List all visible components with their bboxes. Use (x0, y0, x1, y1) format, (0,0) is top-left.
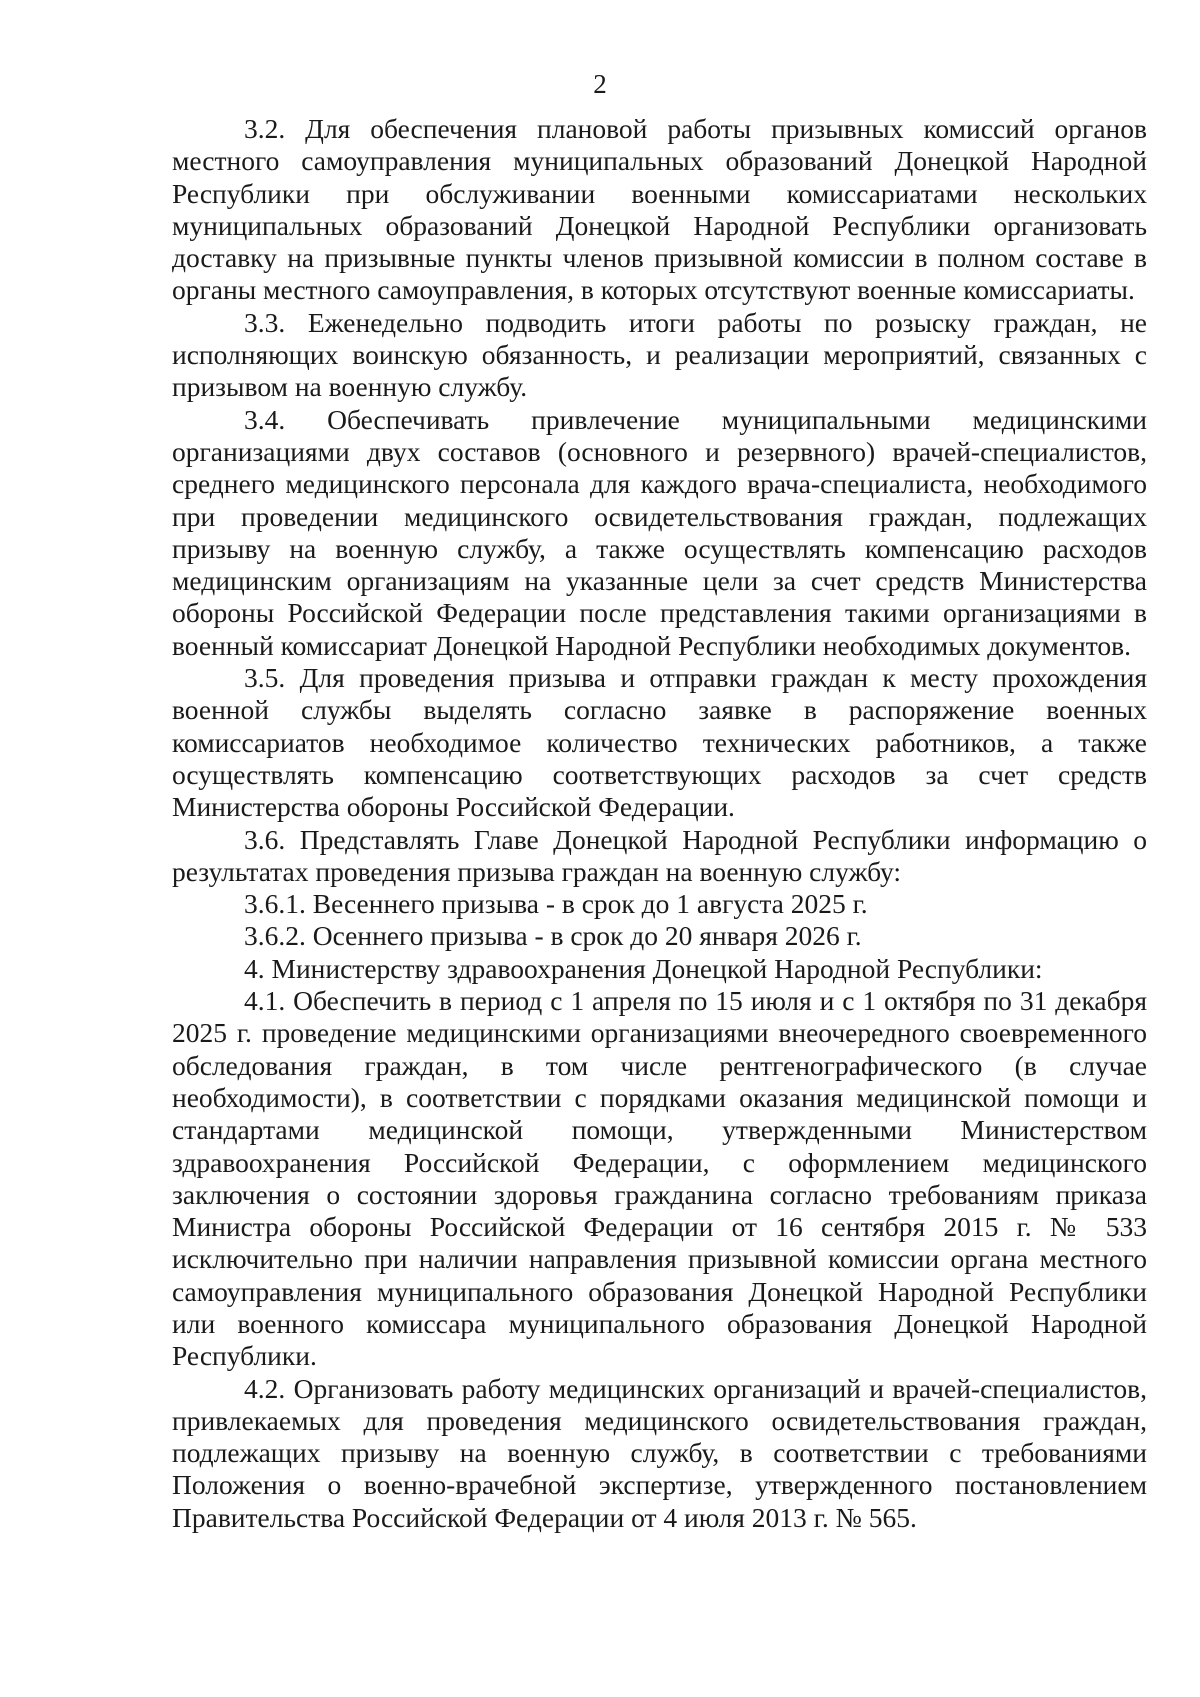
paragraph-3-2: 3.2. Для обеспечения плановой работы призывных комиссий органов местного самоуправления муниципальных образований Донецкой Народной Республики при обслуживании военными комиссариатами нескольких муниципальных образований Донецкой Народной Республики организовать доставку на призывные пункты членов призывной комиссии в полном составе в органы местного самоуправления, в которых отсутствуют военные комиссариаты. (172, 113, 1147, 306)
paragraph-3-6: 3.6. Представлять Главе Донецкой Народной Республики информацию о результатах проведения призыва граждан на военную службу: (172, 823, 1147, 887)
paragraph-3-3: 3.3. Еженедельно подводить итоги работы по розыску граждан, не исполняющих воинскую обязанность, и реализации мероприятий, связанных с призывом на военную службу. (172, 306, 1147, 403)
paragraph-3-4: 3.4. Обеспечивать привлечение муниципальными медицинскими организациями двух составов (основного и резервного) врачей-специалистов, среднего медицинского персонала для каждого врача-специалиста, необходимого при проведении медицинского освидетельствования граждан, подлежащих призыву на военную службу, а также осуществлять компенсацию расходов медицинским организациям на указанные цели за счет средств Министерства обороны Российской Федерации после представления такими организациями в военный комиссариат Донецкой Народной Республики необходимых документов. (172, 403, 1147, 661)
document-body (172, 113, 1147, 1534)
paragraph-4: 4. Министерству здравоохранения Донецкой Народной Республики: (244, 952, 1043, 984)
paragraph-3-6-2: 3.6.2. Осеннего призыва - в срок до 20 января 2026 г. (244, 920, 862, 952)
page-number: 2 (593, 69, 607, 99)
paragraph-3-5: 3.5. Для проведения призыва и отправки граждан к месту прохождения военной службы выделять согласно заявке в распоряжение военных комиссариатов необходимое количество технических работников, а также осуществлять компенсацию соответствующих расходов за счет средств Министерства обороны Российской Федерации. (172, 662, 1147, 823)
paragraph-4-1: 4.1. Обеспечить в период с 1 апреля по 15 июля и с 1 октября по 31 декабря 2025 г. проведение медицинскими организациями внеочередного своевременного обследования граждан, в том числе рентгенографического (в случае необходимости), в соответствии с порядками оказания медицинской помощи и стандартами медицинской помощи, утвержденными Министерством здравоохранения Российской Федерации, с оформлением медицинского заключения о состоянии здоровья гражданина согласно требованиям приказа Министра обороны Российской Федерации от 16 сентября 2015 г. № 533 исключительно при наличии направления призывной комиссии органа местного самоуправления муниципального образования Донецкой Народной Республики или военного комиссара муниципального образования Донецкой Народной Республики. (172, 985, 1147, 1372)
paragraph-3-6-1: 3.6.1. Весеннего призыва - в срок до 1 августа 2025 г. (244, 888, 868, 920)
paragraph-4-2: 4.2. Организовать работу медицинских организаций и врачей-специалистов, привлекаемых для проведения медицинского освидетельствования граждан, подлежащих призыву на военную службу, в соответствии с требованиями Положения о военно-врачебной экспертизе, утвержденного постановлением Правительства Российской Федерации от 4 июля 2013 г. № 565. (172, 1372, 1147, 1533)
